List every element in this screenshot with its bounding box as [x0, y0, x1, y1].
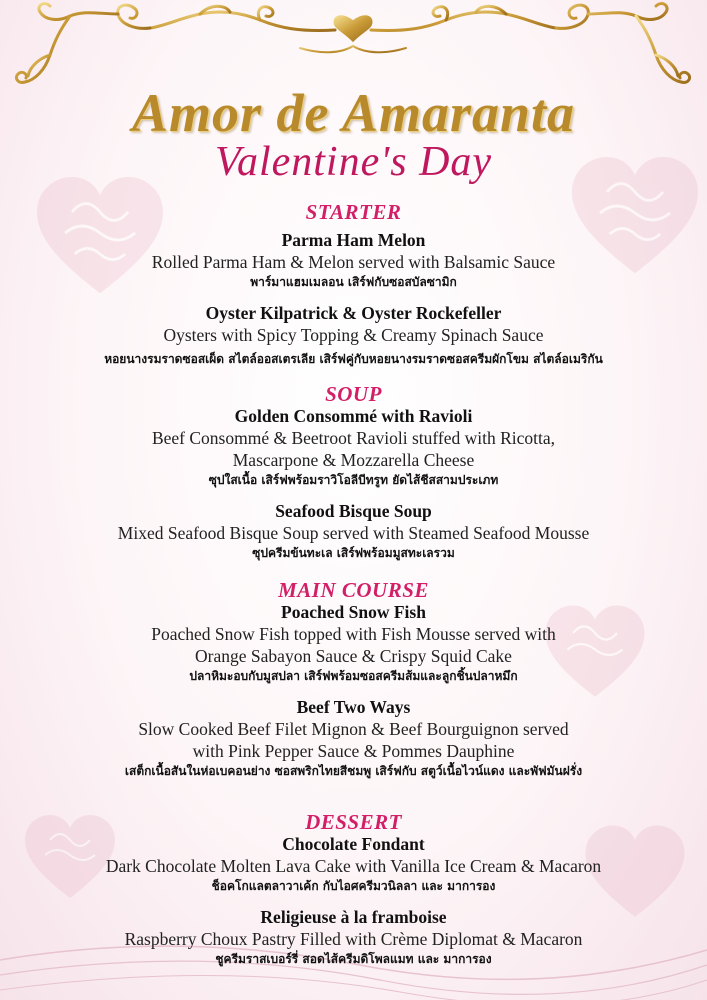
dish-description: Mascarpone & Mozzarella Cheese — [232, 450, 475, 470]
dish-description: Rolled Parma Ham & Melon served with Balsamic Sauce — [151, 252, 556, 272]
dish-thai-description: เสต็กเนื้อสันในห่อเบคอนย่าง ซอสพริกไทยสีชมพู เสิร์ฟกับ สตูว์เนื้อไวน์แดง และพัฟมันฝรั่ง — [124, 764, 583, 778]
dish-name: Parma Ham Melon — [281, 230, 426, 250]
dish-description: Mixed Seafood Bisque Soup served with Steamed Seafood Mousse — [117, 523, 590, 543]
dish-name: Golden Consommé with Ravioli — [234, 406, 473, 426]
dish-name: Beef Two Ways — [296, 697, 411, 717]
dish-description: Slow Cooked Beef Filet Mignon & Beef Bourguignon served — [138, 719, 569, 739]
dish-thai-description: ปลาหิมะอบกับมูสปลา เสิร์ฟพร้อมซอสครีมส้มและลูกชิ้นปลาหมึก — [189, 669, 518, 683]
dish-name: Religieuse à la framboise — [260, 907, 447, 927]
dish-item — [0, 602, 707, 685]
section-title: STARTER — [305, 200, 402, 224]
dish-description: Poached Snow Fish topped with Fish Mousse served with — [151, 624, 556, 644]
dish-name: Seafood Bisque Soup — [275, 501, 432, 521]
section-main-course — [0, 578, 707, 790]
menu-title: Amor de Amaranta — [131, 83, 576, 143]
section-soup — [0, 382, 707, 572]
dish-item — [0, 907, 707, 968]
dish-item — [0, 834, 707, 895]
dish-thai-description: หอยนางรมราดซอสเผ็ด สไตล์ออสเตรเลีย เสิร์ฟคู่กับหอยนางรมราดซอสครีมผักโขม สไตล์อเมริกัน — [104, 352, 603, 366]
dish-thai-description: ซุปครีมข้นทะเล เสิร์ฟพร้อมมูสทะเลรวม — [252, 546, 455, 560]
dish-thai-description: ช็อคโกแลตลาวาเค้ก กับไอศครีมวนิลลา และ มาการอง — [211, 879, 496, 893]
dish-description: Raspberry Choux Pastry Filled with Crème Diplomat & Macaron — [124, 929, 583, 949]
section-title: DESSERT — [305, 810, 402, 834]
dish-thai-description: พาร์มาแฮมเมลอน เสิร์ฟกับซอสบัลซามิก — [250, 275, 457, 289]
dish-description: Dark Chocolate Molten Lava Cake with Vanilla Ice Cream & Macaron — [105, 856, 602, 876]
dish-item — [0, 697, 707, 780]
section-dessert — [0, 810, 707, 978]
dish-name: Poached Snow Fish — [281, 602, 426, 622]
dish-thai-description: ซุปใสเนื้อ เสิร์ฟพร้อมราวิโอลีบีทรูท ยัดไส้ชีสสามประเภท — [208, 473, 499, 487]
dish-item — [0, 501, 707, 562]
dish-description: with Pink Pepper Sauce & Pommes Dauphine — [192, 741, 515, 761]
dish-thai-description: ชูครีมราสเบอร์รี่ สอดไส้ครีมดิโพลแมท และ มาการอง — [215, 952, 492, 966]
dish-item — [0, 230, 707, 291]
menu-subtitle: Valentine's Day — [214, 139, 493, 185]
section-title: MAIN COURSE — [278, 578, 429, 602]
dish-description: Orange Sabayon Sauce & Crispy Squid Cake — [195, 646, 512, 666]
dish-description: Oysters with Spicy Topping & Creamy Spinach Sauce — [163, 325, 544, 345]
dish-name: Chocolate Fondant — [282, 834, 425, 854]
section-starter — [0, 200, 707, 378]
dish-name: Oyster Kilpatrick & Oyster Rockefeller — [205, 303, 502, 323]
dish-item — [0, 303, 707, 368]
dish-description: Beef Consommé & Beetroot Ravioli stuffed with Ricotta, — [151, 428, 556, 448]
section-title: SOUP — [325, 382, 382, 406]
dish-item — [0, 406, 707, 489]
